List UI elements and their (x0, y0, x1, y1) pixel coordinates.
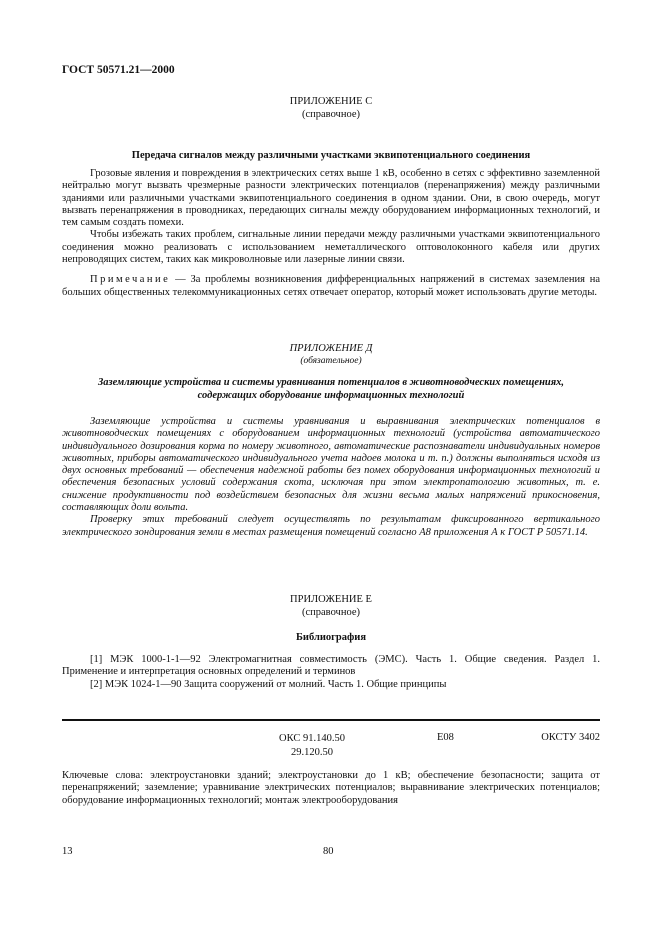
oks-codes (262, 732, 362, 760)
appendix-c-paragraph: Чтобы избежать таких проблем, сигнальные линии передачи между различными участками эквипотенциального соединения можно реализовать с использованием неметаллического оптоволоконного кабеля или других непроводящих систем, таких как микроволновые или лазерные линии связи. (62, 229, 600, 266)
appendix-d-title: ПРИЛОЖЕНИЕ Д (289, 343, 373, 354)
keywords: Ключевые слова: электроустановки зданий; электроустановки до 1 кВ; обеспечение безопасности; защита от перенапряжений; заземление; уравнивание электрических потенциалов; выравнивание электрических потенциалов; оборудование информационных технологий; монтаж электрооборудования (62, 770, 600, 806)
appendix-c-heading: Передача сигналов между различными участками эквипотенциального соединения (131, 150, 531, 161)
oks-code-2: 29.120.50 (291, 747, 333, 758)
footer-left-number: 13 (62, 846, 73, 857)
appendix-c (62, 95, 600, 299)
reference-item: [2] МЭК 1024-1—90 Защита сооружений от молний. Часть 1. Общие принципы (90, 678, 447, 690)
oks-code: ОКС 91.140.50 (279, 733, 345, 744)
note-text: — За проблемы возникновения дифференциальных напряжений в системах заземления на больших общественных телекоммуникационных сетях отвечает оператор, который может использовать другие методы. (62, 274, 600, 298)
reference-item: [1] МЭК 1000-1-1—92 Электромагнитная совместимость (ЭМС). Часть 1. Общие сведения. Раздел 1. Применение и интерпретация основных определений и терминов (62, 654, 600, 678)
appendix-e (62, 593, 600, 691)
classification-code: Е08 (437, 732, 454, 743)
appendix-d (62, 342, 600, 539)
appendix-d-heading: Заземляющие устройства и системы уравнивания потенциалов в животноводческих помещениях, содержащих оборудование информационных технологий (97, 377, 565, 401)
appendix-d-status: (обязательное) (300, 356, 362, 366)
appendix-c-title: ПРИЛОЖЕНИЕ С (289, 96, 373, 107)
appendix-c-status: (справочное) (302, 109, 360, 120)
appendix-d-paragraph: Заземляющие устройства и системы уравнивания и выравнивания электрических потенциалов в животноводческих помещениях с оборудованием информационных технологий (устройства автоматического индивидуального дозирования корма по номеру животного, автоматические распознаватели индивидуальных номеров животных, приборы автоматического индивидуального учета надоев молока и т. п.) должны выполняться исходя из двух основных требований — обеспечения надежной работы без помех оборудования информационных технологий и обеспечения безопасных условий содержания скота, исключая при этом электропатологию животных, т. е. снижение продуктивности под воздействием безопасных для жизни весьма малых напряжений прикосновения, составляющих доли вольта. (62, 416, 600, 514)
page-number: 80 (323, 846, 334, 857)
appendix-c-note (62, 274, 600, 299)
appendix-c-paragraph: Грозовые явления и повреждения в электрических сетях выше 1 кВ, особенно в сетях с эффективно заземленной нейтралью могут вызвать чрезмерные разности электрических потенциалов (перенапряжения) между различными зданиями или различными участками эквипотенциального соединения в одном здании. Они, в свою очередь, могут вызвать перенапряжения в проводниках, передающих сигналы между оборудованием информационных технологий, и тем самым создать помехи. (62, 168, 600, 229)
appendix-e-title: ПРИЛОЖЕНИЕ Е (290, 594, 372, 605)
note-label: Примечание (90, 274, 171, 286)
divider (62, 719, 600, 721)
okstu-code: ОКСТУ 3402 (541, 732, 600, 743)
appendix-d-paragraph: Проверку этих требований следует осуществлять по результатам фиксированного вертикального электрического зондирования земли в местах размещения помещений согласно А8 приложения А к ГОСТ Р 50571.14. (62, 514, 600, 538)
bibliography-heading: Библиография (295, 632, 367, 643)
appendix-e-status: (справочное) (302, 607, 360, 618)
standard-header: ГОСТ 50571.21—2000 (62, 64, 175, 76)
